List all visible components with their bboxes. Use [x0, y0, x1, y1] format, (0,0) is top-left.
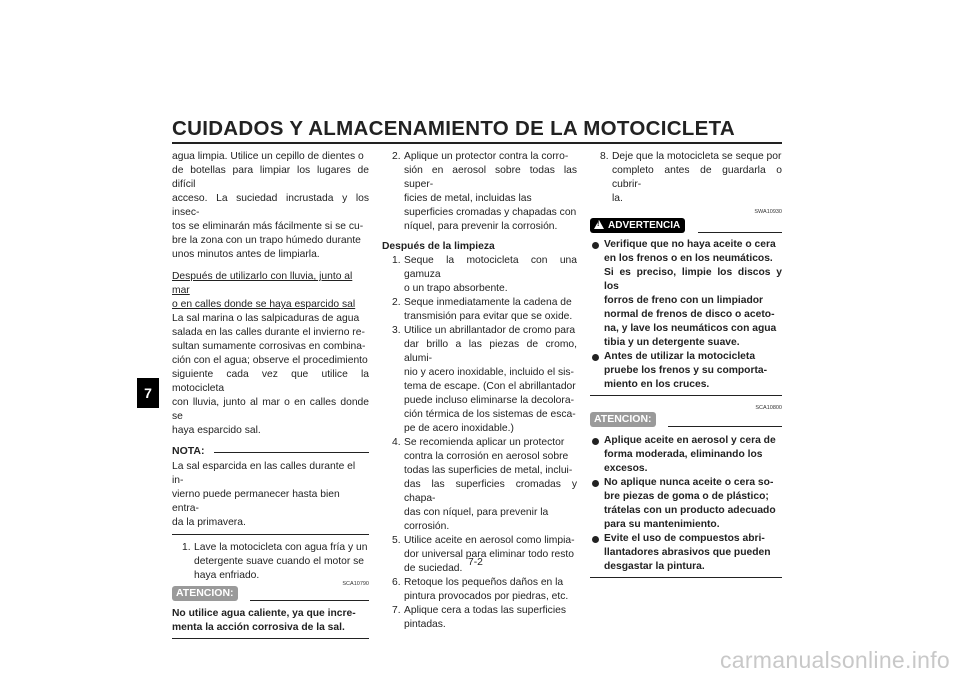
text-line: en los frenos o en los neumáticos. [604, 253, 773, 264]
step-number: 3. [392, 325, 401, 336]
bullet-item [590, 238, 782, 350]
warning-header [590, 218, 782, 234]
text-line: pintura provocados por piedras, etc. [404, 591, 569, 602]
text-line: ficies de metal, incluidas las [404, 193, 532, 204]
text-line: completo antes de guardarla o cubrir- [612, 165, 782, 190]
text-line: o en calles donde se haya esparcido sal [172, 299, 356, 310]
atencion-code: SCA10790 [342, 581, 369, 587]
text-line: unos minutos antes de limpiarla. [172, 249, 320, 260]
chapter-tab: 7 [137, 378, 159, 408]
text-line: Si es preciso, limpie los discos y los [604, 267, 782, 292]
atencion-end-rule-2 [590, 577, 782, 578]
text-line: La sal marina o las salpicaduras de agua [172, 313, 360, 324]
atencion-end-rule [172, 638, 369, 639]
bullet-item [590, 434, 782, 476]
text-line: Evite el uso de compuestos abri- [604, 533, 765, 544]
warning-bullets [590, 238, 782, 392]
rain-subheading [172, 270, 369, 312]
after-cleaning-step [382, 296, 577, 324]
atencion-header [172, 581, 369, 604]
page-title: CUIDADOS Y ALMACENAMIENTO DE LA MOTOCICLETA [172, 117, 735, 140]
text-line: bre piezas de goma o de plástico; [604, 491, 769, 502]
text-line: Antes de utilizar la motocicleta [604, 351, 756, 362]
nota-rule [214, 452, 369, 453]
text-line: la. [612, 193, 623, 204]
text-line: No utilice agua caliente, ya que incre- [172, 608, 356, 619]
text-line: Deje que la motocicleta se seque por [612, 151, 782, 162]
text-line: dor universal para eliminar todo resto [404, 549, 574, 560]
step-text [404, 254, 577, 296]
step-text [194, 541, 369, 583]
warning-rule [698, 232, 782, 233]
text-line: tibia y un detergente suave. [604, 337, 740, 348]
text-line: haya enfriado. [194, 570, 260, 581]
text-line: Después de utilizarlo con lluvia, junto al mar [172, 271, 353, 296]
nota-text [172, 460, 369, 530]
text-line: níquel, para prevenir la corrosión. [404, 221, 558, 232]
text-line: Utilice aceite en aerosol como limpia- [404, 535, 575, 546]
step-text [404, 296, 577, 324]
text-line: agua limpia. Utilice un cepillo de dientes o [172, 151, 364, 162]
after-step-8 [590, 150, 782, 206]
bullet-text [604, 350, 782, 392]
step-text [404, 576, 577, 604]
step-number: 7. [392, 605, 401, 616]
after-cleaning-step [382, 576, 577, 604]
text-line: Aplique cera a todas las superficies [404, 605, 566, 616]
column-3 [590, 150, 782, 578]
text-line: siguiente cada vez que utilice la motocicleta [172, 369, 369, 394]
text-line: forma moderada, eliminando los [604, 449, 763, 460]
page-number: 7-2 [468, 557, 483, 568]
text-line: transmisión para evitar que se oxide. [404, 311, 573, 322]
step-text [404, 150, 577, 234]
text-line: da la primavera. [172, 517, 246, 528]
bullet-item [590, 350, 782, 392]
text-line: das las superficies cromadas y chapa- [404, 479, 577, 504]
after-cleaning-heading: Después de la limpieza [382, 241, 495, 252]
text-line: menta la acción corrosiva de la sal. [172, 622, 345, 633]
atencion-text [172, 607, 369, 635]
bullet-icon [592, 242, 599, 249]
bullet-item [590, 532, 782, 574]
atencion-label-2: ATENCION: [590, 412, 656, 427]
step-number: 1. [182, 542, 191, 553]
step-number: 8. [600, 151, 609, 162]
warning-code: SWA10930 [754, 209, 782, 215]
step-number: 2. [392, 151, 401, 162]
text-line: Retoque los pequeños daños en la [404, 577, 564, 588]
bullet-text [604, 476, 782, 532]
watermark: carmanualsonline.info [719, 647, 950, 673]
atencion-rule [250, 600, 369, 601]
after-cleaning-step [382, 436, 577, 534]
atencion-code-2: SCA10800 [755, 405, 782, 411]
text-line: superficies cromadas y chapadas con [404, 207, 577, 218]
text-line: sión en aerosol sobre todas las super- [404, 165, 577, 190]
warning-label-box [590, 218, 685, 233]
text-line: nio y acero inoxidable, incluido el sis- [404, 367, 574, 378]
step-text [404, 604, 577, 632]
bullet-icon [592, 480, 599, 487]
text-line: vierno puede permanecer hasta bien entra- [172, 489, 340, 514]
text-line: haya esparcido sal. [172, 425, 261, 436]
text-line: na, y lave los neumáticos con agua [604, 323, 777, 334]
text-line: desgastar la pintura. [604, 561, 705, 572]
text-line: Se recomienda aplicar un protector [404, 437, 565, 448]
column-1 [172, 150, 369, 639]
step-number: 1. [392, 255, 401, 266]
text-line: miento en los cruces. [604, 379, 710, 390]
step-number: 4. [392, 437, 401, 448]
text-line: acceso. La suciedad incrustada y los insec- [172, 193, 369, 218]
text-line: Verifique que no haya aceite o cera [604, 239, 776, 250]
text-line: das con níquel, para prevenir la [404, 507, 549, 518]
text-line: todas las superficies de metal, inclui- [404, 465, 573, 476]
after-cleaning-step [382, 324, 577, 436]
salt-paragraph [172, 312, 369, 438]
text-line: Seque la motocicleta con una gamuza [404, 255, 577, 280]
warning-label: ADVERTENCIA [608, 220, 681, 231]
text-line: puede incluso eliminarse la decolora- [404, 395, 574, 406]
text-line: normal de frenos de disco o aceto- [604, 309, 775, 320]
text-line: pe de acero inoxidable.) [404, 423, 514, 434]
step-number: 2. [392, 297, 401, 308]
text-line: sultan sumamente corrosivas en combina- [172, 341, 366, 352]
step-number: 5. [392, 535, 401, 546]
text-line: llantadores abrasivos que pueden [604, 547, 771, 558]
nota-header [172, 444, 369, 460]
nota-end-rule [172, 534, 369, 535]
text-line: Lave la motocicleta con agua fría y un [194, 542, 368, 553]
text-line: Seque inmediatamente la cadena de [404, 297, 572, 308]
text-line: Aplique un protector contra la corro- [404, 151, 569, 162]
after-cleaning-step [382, 254, 577, 296]
intro-paragraph [172, 150, 369, 262]
text-line: tema de escape. (Con el abrillantador [404, 381, 576, 392]
text-line: bre la zona con un trapo húmedo durante [172, 235, 361, 246]
title-rule [172, 142, 782, 144]
warning-triangle-icon: ! [594, 220, 604, 229]
text-line: ción con el agua; observe el procedimiento [172, 355, 368, 366]
bullet-item [590, 476, 782, 532]
text-line: o un trapo absorbente. [404, 283, 508, 294]
bullet-text [604, 238, 782, 350]
nota-label: NOTA: [172, 445, 205, 457]
warning-end-rule [590, 395, 782, 396]
text-line: tos se eliminarán más fácilmente si se cu- [172, 221, 364, 232]
text-line: pruebe los frenos y su comporta- [604, 365, 768, 376]
text-line: corrosión. [404, 521, 450, 532]
text-line: ción térmica de los sistemas de esca- [404, 409, 576, 420]
text-line: detergente suave cuando el motor se [194, 556, 365, 567]
text-line: para su mantenimiento. [604, 519, 720, 530]
text-line: de suciedad. [404, 563, 463, 574]
text-line: salada en las calles durante el invierno re- [172, 327, 365, 338]
step-text [404, 324, 577, 436]
bullet-icon [592, 438, 599, 445]
step-text [404, 436, 577, 534]
text-line: La sal esparcida en las calles durante el in- [172, 461, 356, 486]
bullet-text [604, 434, 782, 476]
text-line: forros de freno con un limpiador [604, 295, 764, 306]
text-line: con lluvia, junto al mar o en calles donde se [172, 397, 369, 422]
atencion-label: ATENCION: [172, 586, 238, 601]
wash-step-2 [382, 150, 577, 234]
after-cleaning-steps [382, 254, 577, 632]
step-text [404, 534, 577, 576]
wash-step-1 [172, 541, 369, 583]
text-line: contra la corrosión en aerosol sobre [404, 451, 569, 462]
text-line: pintadas. [404, 619, 446, 630]
text-line: dar brillo a las piezas de cromo, alumi- [404, 339, 577, 364]
text-line: de botellas para limpiar los lugares de difícil [172, 165, 369, 190]
bullet-text [604, 532, 782, 574]
text-line: Utilice un abrillantador de cromo para [404, 325, 576, 336]
text-line: excesos. [604, 463, 648, 474]
step-text [612, 150, 782, 206]
after-cleaning-step [382, 604, 577, 632]
text-line: No aplique nunca aceite o cera so- [604, 477, 774, 488]
atencion-bullets [590, 434, 782, 574]
atencion-rule-2 [668, 426, 782, 427]
after-cleaning-step [382, 534, 577, 576]
bullet-icon [592, 354, 599, 361]
step-number: 6. [392, 577, 401, 588]
atencion-header-2 [590, 412, 782, 430]
text-line: trátelas con un producto adecuado [604, 505, 776, 516]
bullet-icon [592, 536, 599, 543]
text-line: Aplique aceite en aerosol y cera de [604, 435, 776, 446]
